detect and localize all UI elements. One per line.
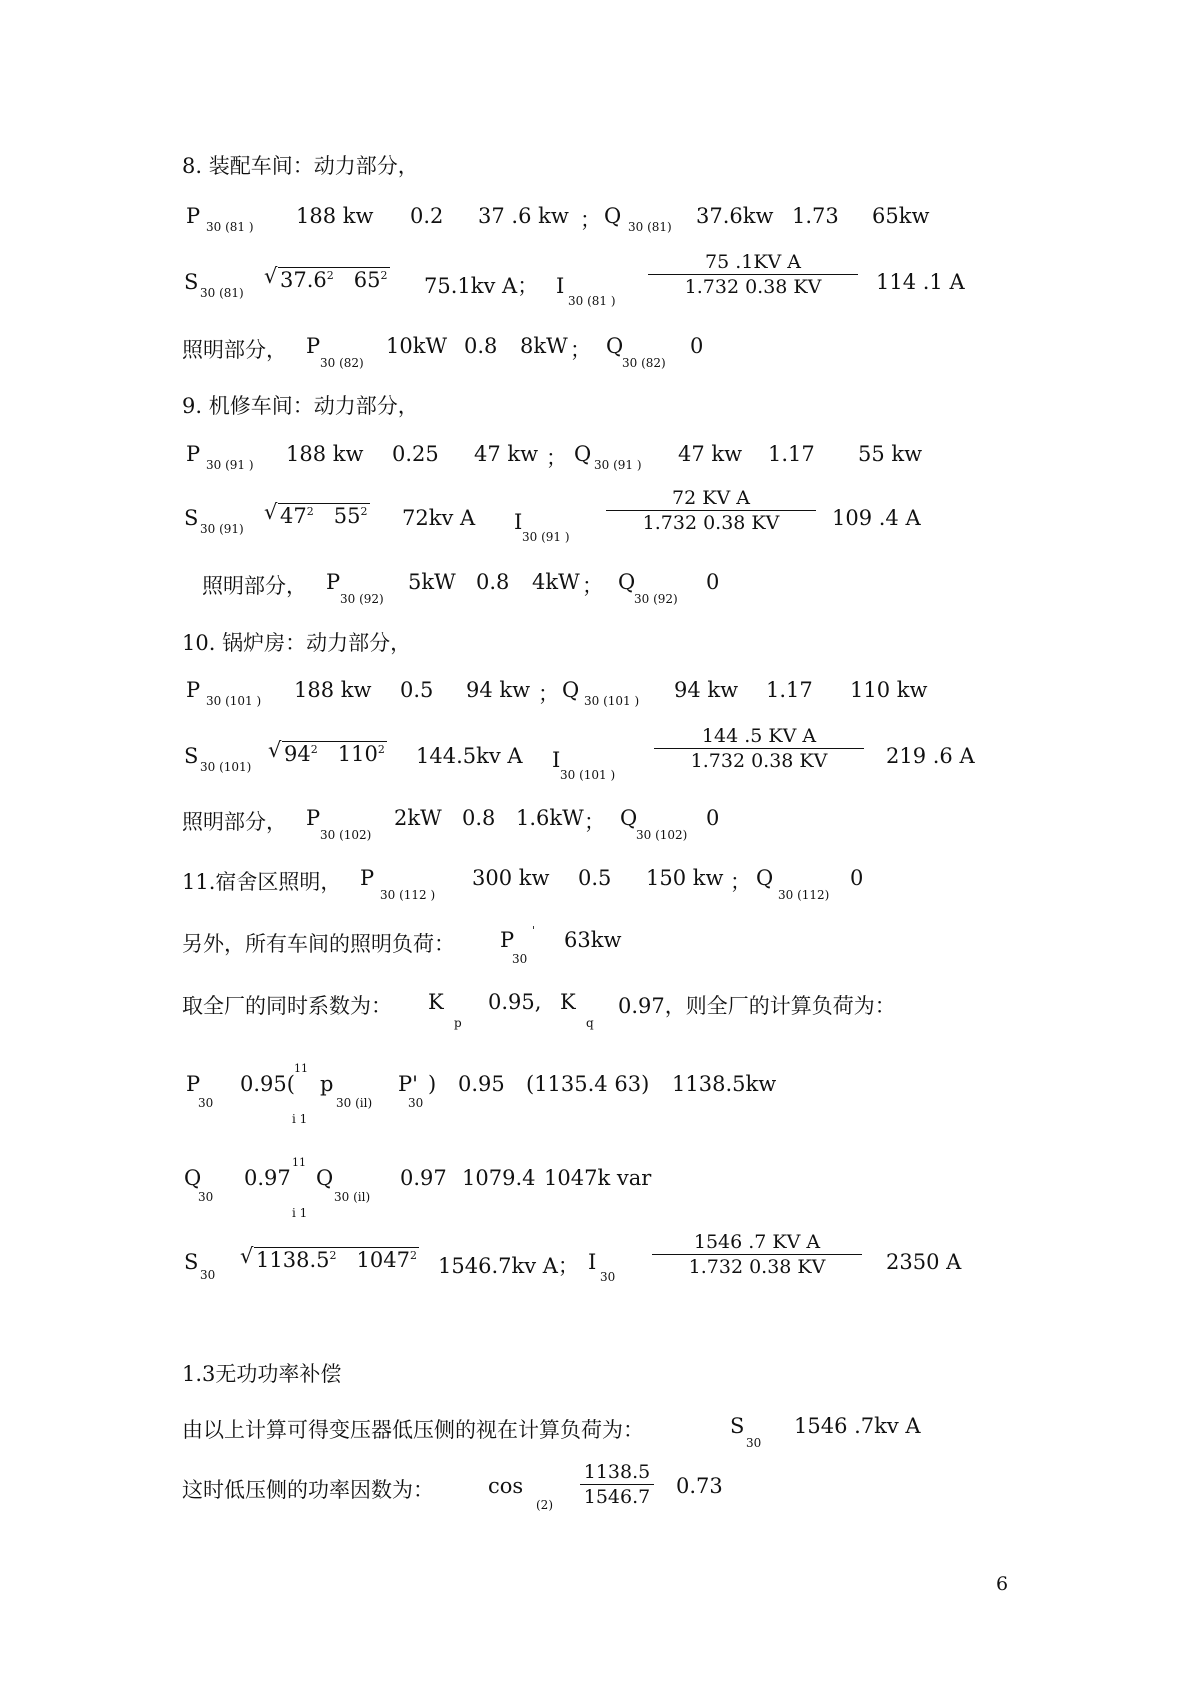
- fraction-i30-81: $\frac{\text{75 .1KV A}}{1.732 0.38 KV}$: [648, 250, 858, 299]
- page-number: 6: [996, 1573, 1009, 1595]
- sqrt-81: √: [264, 264, 278, 288]
- fraction-i30-total: $\frac{\text{1546 .7 KV A}}{1.732 0.38 KV}$: [652, 1230, 862, 1279]
- sqrt-101: √: [268, 738, 282, 762]
- sqrt-101-body: $94^2$ $110^2$: [284, 742, 385, 766]
- sqrt-91-body: $47^2$ $55^2$: [280, 504, 368, 528]
- fraction-cos: $\frac{1138.5}{1546.7}$: [580, 1460, 654, 1509]
- fraction-i30-101: $\frac{\text{144 .5 KV A}}{1.732 0.38 KV}$: [654, 724, 864, 773]
- sqrt-91: √: [264, 500, 278, 524]
- sqrt-81-body: 37.6$^2$ $65^2$: [280, 268, 388, 292]
- sqrt-total-body: 1138.5$^2$ 1047$^2$: [256, 1248, 417, 1272]
- sqrt-total: √: [240, 1244, 254, 1268]
- section-8-text: 8. 装配车间：动力部分，: [182, 154, 419, 178]
- fraction-i30-91: $\frac{\text{72 KV A}}{1.732 0.38 KV}$: [606, 486, 816, 535]
